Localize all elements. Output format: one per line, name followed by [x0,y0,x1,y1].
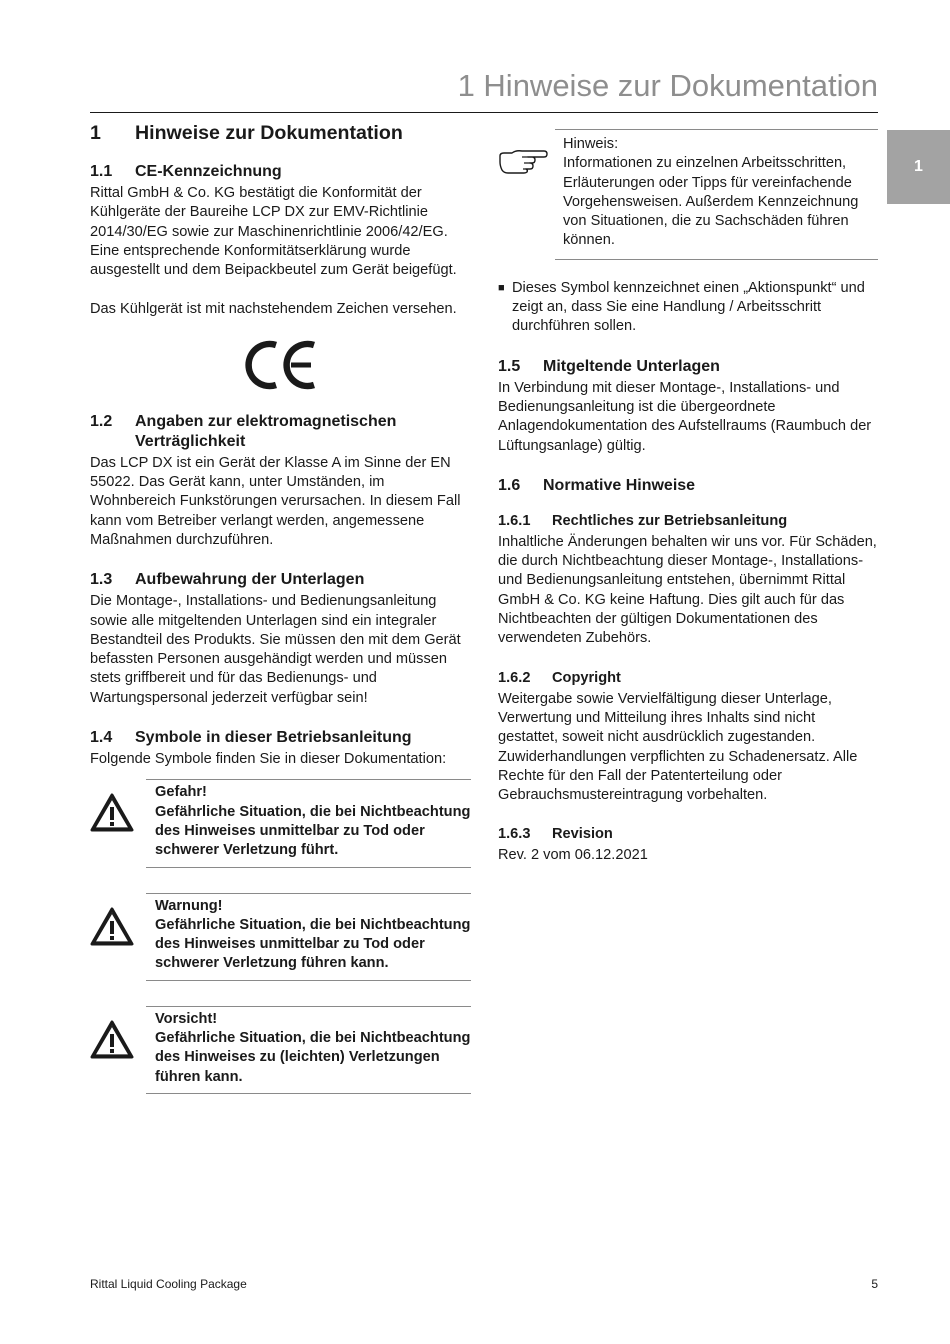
section-number: 1.2 [90,412,113,430]
section-title: Copyright [552,669,621,686]
left-column [90,118,471,1094]
running-header-title: 1 Hinweise zur Dokumentation [457,68,878,103]
section-title: Angaben zur elektromagnetischen Verträglichkeit [135,412,397,450]
section-number: 1.6 [498,476,521,494]
warning-label: Vorsicht! [155,1010,218,1027]
hint-text: Informationen zu einzelnen Arbeitsschritten, Erläuterungen oder Tipps für vereinfachende Vorgehensweisen. Außerdem Kennzeichnung von Situationen, die zu Sachschäden führen können. [563,155,859,249]
chapter-title: Hinweise zur Dokumentation [135,122,403,144]
section-number: 1.6.3 [498,826,531,843]
page-number: 5 [871,1277,878,1291]
warning-label: Warnung! [155,897,223,914]
section-title: Symbole in dieser Betriebsanleitung [135,729,412,747]
square-bullet-icon: ■ [498,281,505,294]
hint-box [555,129,878,260]
chapter-number: 1 [90,122,101,144]
copyright-paragraph: Zuwiderhandlungen verpflichten zu Schadenersatz. Alle Rechte für den Fall der Patenterteilung oder Gebrauchsmustereintragung vorbehalten. [498,748,858,804]
related-docs-paragraph: In Verbindung mit dieser Montage-, Installations- und Bedienungsanleitung ist die übergeordnete Anlagendokumentation des Aufstellraums (Raumbuch der Lüftungsanlage) gültig. [498,379,872,454]
action-point-item [498,279,878,337]
section-heading-1-2 [90,412,471,452]
warning-triangle-icon [90,1020,134,1065]
section-title: CE-Kennzeichnung [135,163,282,180]
revision-text: Rev. 2 vom 06.12.2021 [498,847,648,864]
header-divider [90,112,878,113]
section-number: 1.4 [90,729,113,747]
warning-text: Gefährliche Situation, die bei Nichtbeachtung des Hinweises unmittelbar zu Tod oder schwerer Verletzung führen kann. [155,916,471,972]
section-number: 1.6.1 [498,512,531,529]
warning-triangle-icon [90,907,134,952]
emc-paragraph: Das LCP DX ist ein Gerät der Klasse A im Sinne der EN 55022. Das Gerät kann, unter Umständen, im Wohnbereich Funkstörungen verursachen. In diesem Fall kann vom Betreiber verlangt werden, angemessene Maßnahmen durchzuführen. [90,454,461,548]
hint-label: Hinweis: [563,136,619,152]
section-heading-1-5 [498,357,878,377]
warning-text: Gefährliche Situation, die bei Nichtbeachtung des Hinweises unmittelbar zu Tod oder schwerer Verletzung führt. [155,803,471,859]
section-number: 1.5 [498,357,521,375]
section-number: 1.3 [90,571,113,589]
section-title: Mitgeltende Unterlagen [543,357,720,375]
action-point-text: Dieses Symbol kennzeichnet einen „Aktionspunkt“ und zeigt an, dass Sie eine Handlung / Arbeitsschritt durchführen sollen. [512,279,865,335]
section-heading-1-1 [90,162,471,182]
warning-box-warning [146,893,471,981]
legal-paragraph: Inhaltliche Änderungen behalten wir uns vor. Für Schäden, die durch Nichtbeachtung dieser Montage-, Installations- und Bedienungsanleitung entstehen, übernimmt Rittal GmbH & Co. KG keine Haftung. Dies gilt auch für das Nichtbeachten der gültigen Dokumentationen des verwendeten Zubehörs. [498,533,877,647]
section-title: Aufbewahrung der Unterlagen [135,571,365,589]
chapter-tab: 1 [887,130,950,204]
section-heading-1-6-2 [498,669,878,688]
section-heading-1-6-1 [498,512,878,531]
section-heading-1-6-3 [498,825,878,844]
section-title: Rechtliches zur Betriebsanleitung [552,512,788,529]
storage-paragraph: Die Montage-, Installations- und Bedienungsanleitung sowie alle mitgeltenden Unterlagen sind ein integraler Bestandteil des Produkts. Sie müssen den mit dem Gerät befassten Personen ausgehändigt werden und müssen stets griffbereit und für das Bedienungs- und Wartungspersonal jederzeit verfügbar sein! [90,593,461,706]
warning-box-caution [146,1006,471,1094]
warning-triangle-icon [90,793,134,838]
warning-text: Gefährliche Situation, die bei Nichtbeachtung des Hinweises zu (leichten) Verletzungen führen kann. [155,1030,471,1085]
ce-paragraph: Rittal GmbH & Co. KG bestätigt die Konformität der Kühlgeräte der Baureihe LCP DX zur EMV-Richtlinie 2014/30/EG sowie zur Maschinenrichtlinie 2006/42/EG. Eine entsprechende Konformitätserklärung wurde ausgestellt und dem Beipackbeutel zum Gerät beigefügt. [90,185,457,279]
section-heading-1-3 [90,570,471,590]
ce-mark-icon [90,340,471,390]
warning-box-danger [146,779,471,867]
symbols-intro: Folgende Symbole finden Sie in dieser Dokumentation: [90,751,447,768]
ce-mark-note: Das Kühlgerät ist mit nachstehendem Zeichen versehen. [90,301,457,318]
footer-product-name: Rittal Liquid Cooling Package [90,1277,247,1291]
pointing-hand-icon [498,148,548,179]
section-number: 1.6.2 [498,669,531,686]
section-number: 1.1 [90,163,113,180]
section-title: Normative Hinweise [543,476,696,494]
section-heading-1-6 [498,476,878,496]
section-heading-1-4 [90,728,471,748]
section-title: Revision [552,826,613,843]
warning-label: Gefahr! [155,784,207,801]
right-column [498,129,878,866]
chapter-heading [90,120,471,146]
copyright-paragraph: Weitergabe sowie Vervielfältigung dieser Unterlage, Verwertung und Mitteilung ihres Inhalts sind nicht gestattet, soweit nicht ausdrücklich zugestanden. [498,690,832,746]
